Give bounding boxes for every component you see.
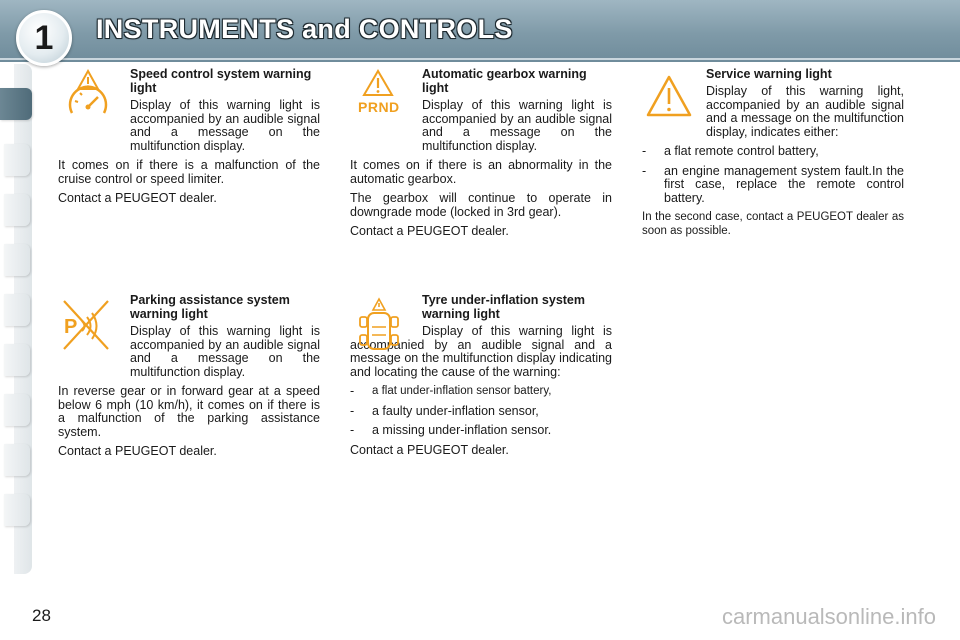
section-parking-assistance <box>58 293 320 465</box>
section-paragraph: Contact a PEUGEOT dealer. <box>350 442 509 457</box>
section-paragraph: It comes on if there is an abnormality in the automatic gearbox. <box>350 158 612 186</box>
list-item: - a missing under-inflation sensor. <box>350 423 552 437</box>
watermark: carmanualsonline.info <box>721 604 936 629</box>
section-paragraph: Contact a PEUGEOT dealer. <box>58 191 217 205</box>
service-warning-triangle-icon <box>642 71 702 131</box>
list-item: - a flat remote control battery, <box>642 144 819 158</box>
section-speed-control <box>58 67 320 212</box>
side-tabs <box>0 64 34 574</box>
side-tab-chapter-8[interactable] <box>4 444 30 476</box>
section-service <box>642 67 904 244</box>
section-intro: Display of this warning light is accompanied by an audible signal and a message on the multifunction display indicating and locating the cause of the warning: <box>350 324 612 379</box>
bullet-dash: - <box>642 163 647 178</box>
bullet-dash: - <box>350 423 355 437</box>
section-paragraph: Contact a PEUGEOT dealer. <box>58 444 217 458</box>
side-tab-chapter-2[interactable] <box>4 144 30 176</box>
bullet-dash: - <box>642 144 647 158</box>
section-paragraph: In reverse gear or in forward gear at a speed below 6 mph (10 km/h), it comes on if there is a malfunction of the parking assistance system. <box>58 384 320 439</box>
header-divider <box>0 58 960 60</box>
side-tab-chapter-9[interactable] <box>4 494 30 526</box>
section-paragraph: The gearbox will continue to operate in downgrade mode (locked in 3rd gear). <box>350 191 612 219</box>
chapter-number: 1 <box>34 18 54 57</box>
gearbox-icon-label: PRND <box>358 99 400 115</box>
section-heading: Automatic gearbox warning light <box>422 67 587 95</box>
side-tab-chapter-7[interactable] <box>4 394 30 426</box>
section-intro: Display of this warning light is accompanied by an audible signal and a message on the multifunction display. <box>422 98 612 153</box>
list-item: - an engine management system fault.In the first case, replace the remote control battery. <box>642 163 904 205</box>
section-paragraph: In the second case, contact a PEUGEOT dealer as soon as possible. <box>642 211 904 237</box>
page-number: 28 <box>32 606 51 625</box>
section-automatic-gearbox <box>350 67 612 245</box>
bullet-dash: - <box>350 403 355 418</box>
section-intro: Display of this warning light, accompanied by an audible signal and a message on the multifunction display, indicates either: <box>706 84 904 139</box>
svg-text:P: P <box>64 316 78 338</box>
section-paragraph: It comes on if there is a malfunction of the cruise control or speed limiter. <box>58 158 320 186</box>
page-title: INSTRUMENTS and CONTROLS <box>96 14 513 44</box>
section-heading: Speed control system warning light <box>130 67 312 95</box>
parking-assistance-icon <box>58 295 118 355</box>
section-tyre-inflation <box>350 293 612 463</box>
section-heading: Parking assistance system warning light <box>130 293 290 321</box>
section-paragraph: Contact a PEUGEOT dealer. <box>350 224 509 238</box>
list-item: - a flat under-inflation sensor battery, <box>350 384 552 398</box>
tyre-inflation-icon <box>350 297 410 357</box>
side-tab-chapter-4[interactable] <box>4 244 30 276</box>
section-heading: Service warning light <box>706 67 832 81</box>
speedometer-warning-icon <box>58 67 118 127</box>
chapter-number-badge <box>16 10 72 66</box>
side-tab-chapter-6[interactable] <box>4 344 30 376</box>
section-heading: Tyre under-inflation system warning light <box>422 293 585 321</box>
list-item: - a faulty under-inflation sensor, <box>350 403 539 418</box>
gearbox-warning-icon <box>350 67 410 127</box>
section-intro: Display of this warning light is accompanied by an audible signal and a message on the multifunction display. <box>130 98 320 153</box>
side-tab-chapter-1[interactable] <box>0 88 32 120</box>
bullet-dash: - <box>350 384 355 398</box>
side-tab-chapter-5[interactable] <box>4 294 30 326</box>
side-tab-chapter-3[interactable] <box>4 194 30 226</box>
section-intro: Display of this warning light is accompanied by an audible signal and a message on the multifunction display. <box>130 324 320 379</box>
